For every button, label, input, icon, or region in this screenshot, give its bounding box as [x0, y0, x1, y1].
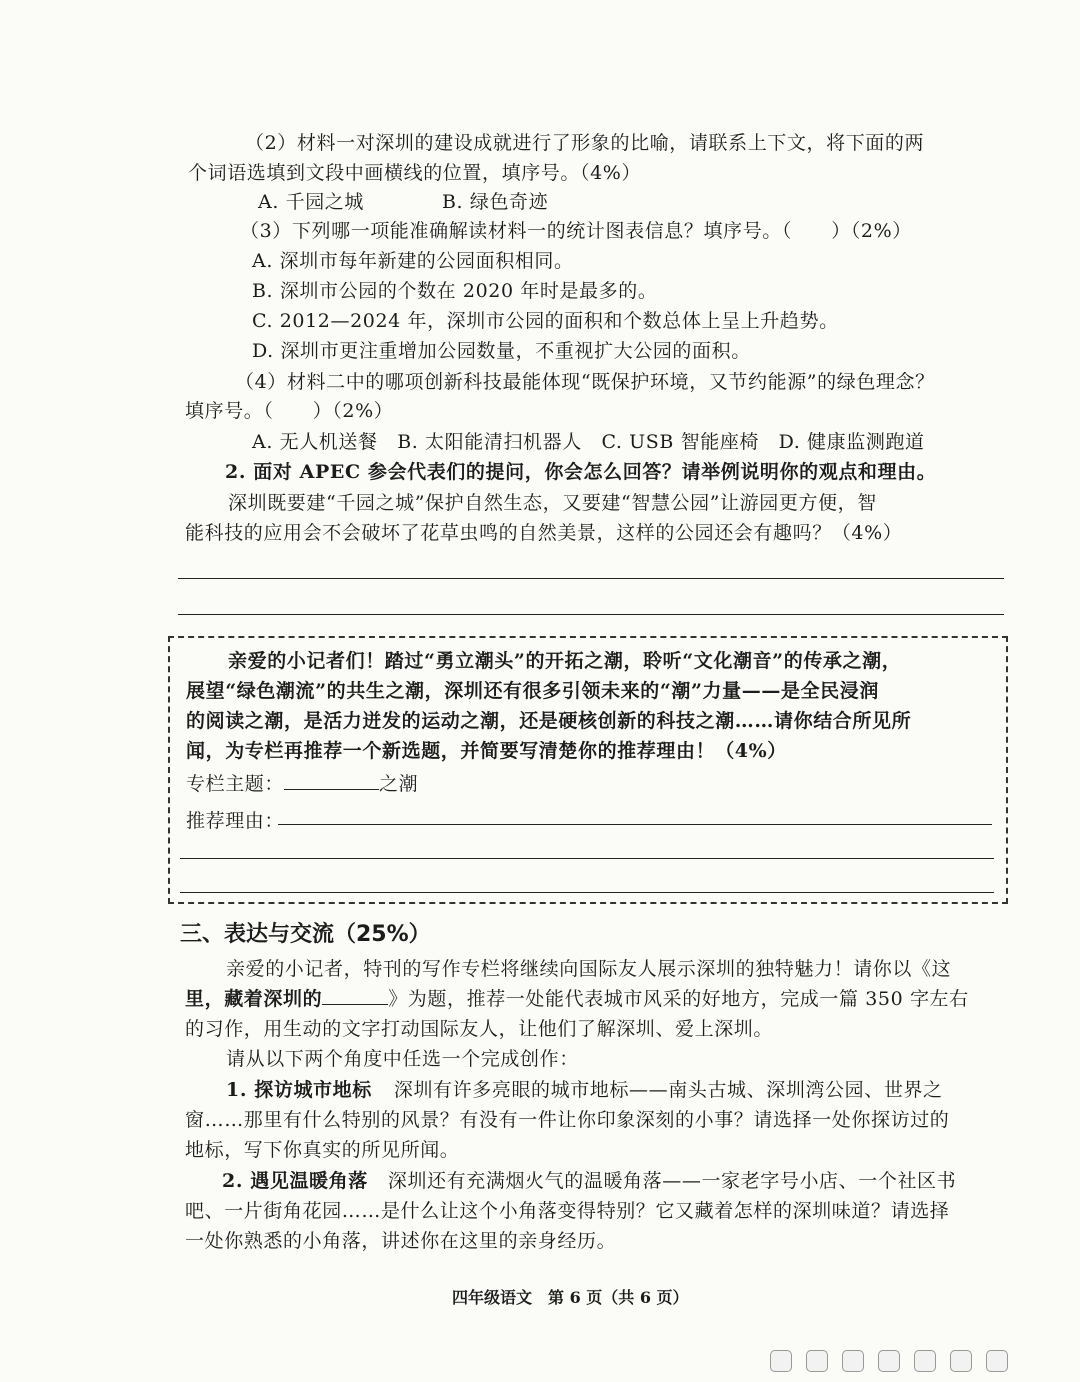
q2-option-b: B. 绿色奇迹 [442, 191, 549, 213]
s3-p1-line2-rest: 》为题，推荐一处能代表城市风采的好地方，完成一篇 350 字左右 [388, 988, 969, 1010]
column-recommendation-box [168, 636, 1008, 904]
reason-line-3[interactable] [180, 892, 994, 893]
toolbar-square-icon [878, 1350, 900, 1372]
topic-row [186, 771, 418, 797]
item1-line3: 地标，写下你真实的所见所闻。 [185, 1139, 460, 1161]
q4-options: A. 无人机送餐 B. 太阳能清扫机器人 C. USB 智能座椅 D. 健康监测跑道 [252, 431, 925, 453]
box-line4: 闻，为专栏再推荐一个新选题，并简要写清楚你的推荐理由！（4%） [186, 740, 787, 762]
toolbar-square-icon [950, 1350, 972, 1372]
topic-suffix: 之潮 [379, 773, 419, 795]
page-footer: 四年级语文 第 6 页（共 6 页） [452, 1288, 689, 1307]
box-line3: 的阅读之潮，是活力迸发的运动之潮，还是硬核创新的科技之潮……请你结合所见所 [186, 710, 912, 732]
q4-line2: 填序号。（ ）（2%） [185, 400, 394, 422]
reason-line-1[interactable] [278, 824, 992, 825]
toolbar-square-icon [986, 1350, 1008, 1372]
answer-line-1[interactable] [178, 578, 1004, 579]
item1-title: 1. 探访城市地标 [226, 1079, 372, 1101]
apec-question-line1: 深圳既要建“千园之城”保护自然生态，又要建“智慧公园”让游园更方便，智 [228, 492, 877, 514]
toolbar-square-icon [914, 1350, 936, 1372]
s3-p1-line2 [185, 986, 969, 1012]
q2-line1: （2）材料一对深圳的建设成就进行了形象的比喻，请联系上下文，将下面的两 [245, 132, 925, 154]
answer-line-2[interactable] [178, 614, 1004, 615]
item1-text1: 深圳有许多亮眼的城市地标——南头古城、深圳湾公园、世界之 [393, 1079, 943, 1101]
q2-line2: 个词语选填到文段中画横线的位置，填序号。（4%） [188, 162, 642, 184]
s3-p1-line1: 亲爱的小记者，特刊的写作专栏将继续向国际友人展示深圳的独特魅力！请你以《这 [226, 958, 952, 980]
toolbar-square-icon [770, 1350, 792, 1372]
bottom-toolbar [770, 1350, 1008, 1372]
s3-p2: 请从以下两个角度中任选一个完成创作： [226, 1048, 579, 1070]
item2-line3: 一处你熟悉的小角落，讲述你在这里的亲身经历。 [185, 1230, 617, 1252]
essay-title-prefix: 里，藏着深圳的 [185, 988, 323, 1010]
section3-heading: 三、表达与交流（25%） [180, 922, 431, 947]
box-line2: 展望“绿色潮流”的共生之潮，深圳还有很多引领未来的“潮”力量——是全民浸润 [186, 680, 879, 702]
item2-text1: 深圳还有充满烟火气的温暖角落——一家老字号小店、一个社区书 [387, 1170, 957, 1192]
apec-question-line2: 能科技的应用会不会破坏了花草虫鸣的自然美景，这样的公园还会有趣吗？（4%） [185, 522, 903, 544]
topic-blank[interactable] [284, 771, 379, 790]
apec-question-title: 2. 面对 APEC 参会代表们的提问，你会怎么回答？请举例说明你的观点和理由。 [225, 461, 937, 483]
item2-line1 [222, 1168, 956, 1194]
q2-option-a: A. 千园之城 [258, 191, 365, 213]
q3-option-b: B. 深圳市公园的个数在 2020 年时是最多的。 [252, 280, 658, 302]
essay-title-blank[interactable] [322, 986, 388, 1005]
toolbar-square-icon [806, 1350, 828, 1372]
reason-label: 推荐理由： [186, 810, 285, 832]
reason-line-2[interactable] [180, 858, 994, 859]
toolbar-square-icon [842, 1350, 864, 1372]
item2-line2: 吧、一片街角花园……是什么让这个小角落变得特别？它又藏着怎样的深圳味道？请选择 [185, 1200, 950, 1222]
item2-title: 2. 遇见温暖角落 [222, 1170, 368, 1192]
box-line1: 亲爱的小记者们！踏过“勇立潮头”的开拓之潮，聆听“文化潮音”的传承之潮， [228, 650, 902, 672]
q3-stem: （3）下列哪一项能准确解读材料一的统计图表信息？填序号。（ ）（2%） [240, 220, 912, 242]
topic-label: 专栏主题： [186, 773, 285, 795]
q4-line1: （4）材料二中的哪项创新科技最能体现“既保护环境，又节约能源”的绿色理念？ [235, 371, 935, 393]
q3-option-c: C. 2012—2024 年，深圳市公园的面积和个数总体上呈上升趋势。 [252, 310, 839, 332]
s3-p1-line3: 的习作，用生动的文字打动国际友人，让他们了解深圳、爱上深圳。 [185, 1018, 774, 1040]
item1-line1 [226, 1077, 943, 1103]
q3-option-d: D. 深圳市更注重增加公园数量，不重视扩大公园的面积。 [252, 340, 751, 362]
q3-option-a: A. 深圳市每年新建的公园面积相同。 [252, 250, 574, 272]
item1-line2: 窗……那里有什么特别的风景？有没有一件让你印象深刻的小事？请选择一处你探访过的 [185, 1109, 950, 1131]
